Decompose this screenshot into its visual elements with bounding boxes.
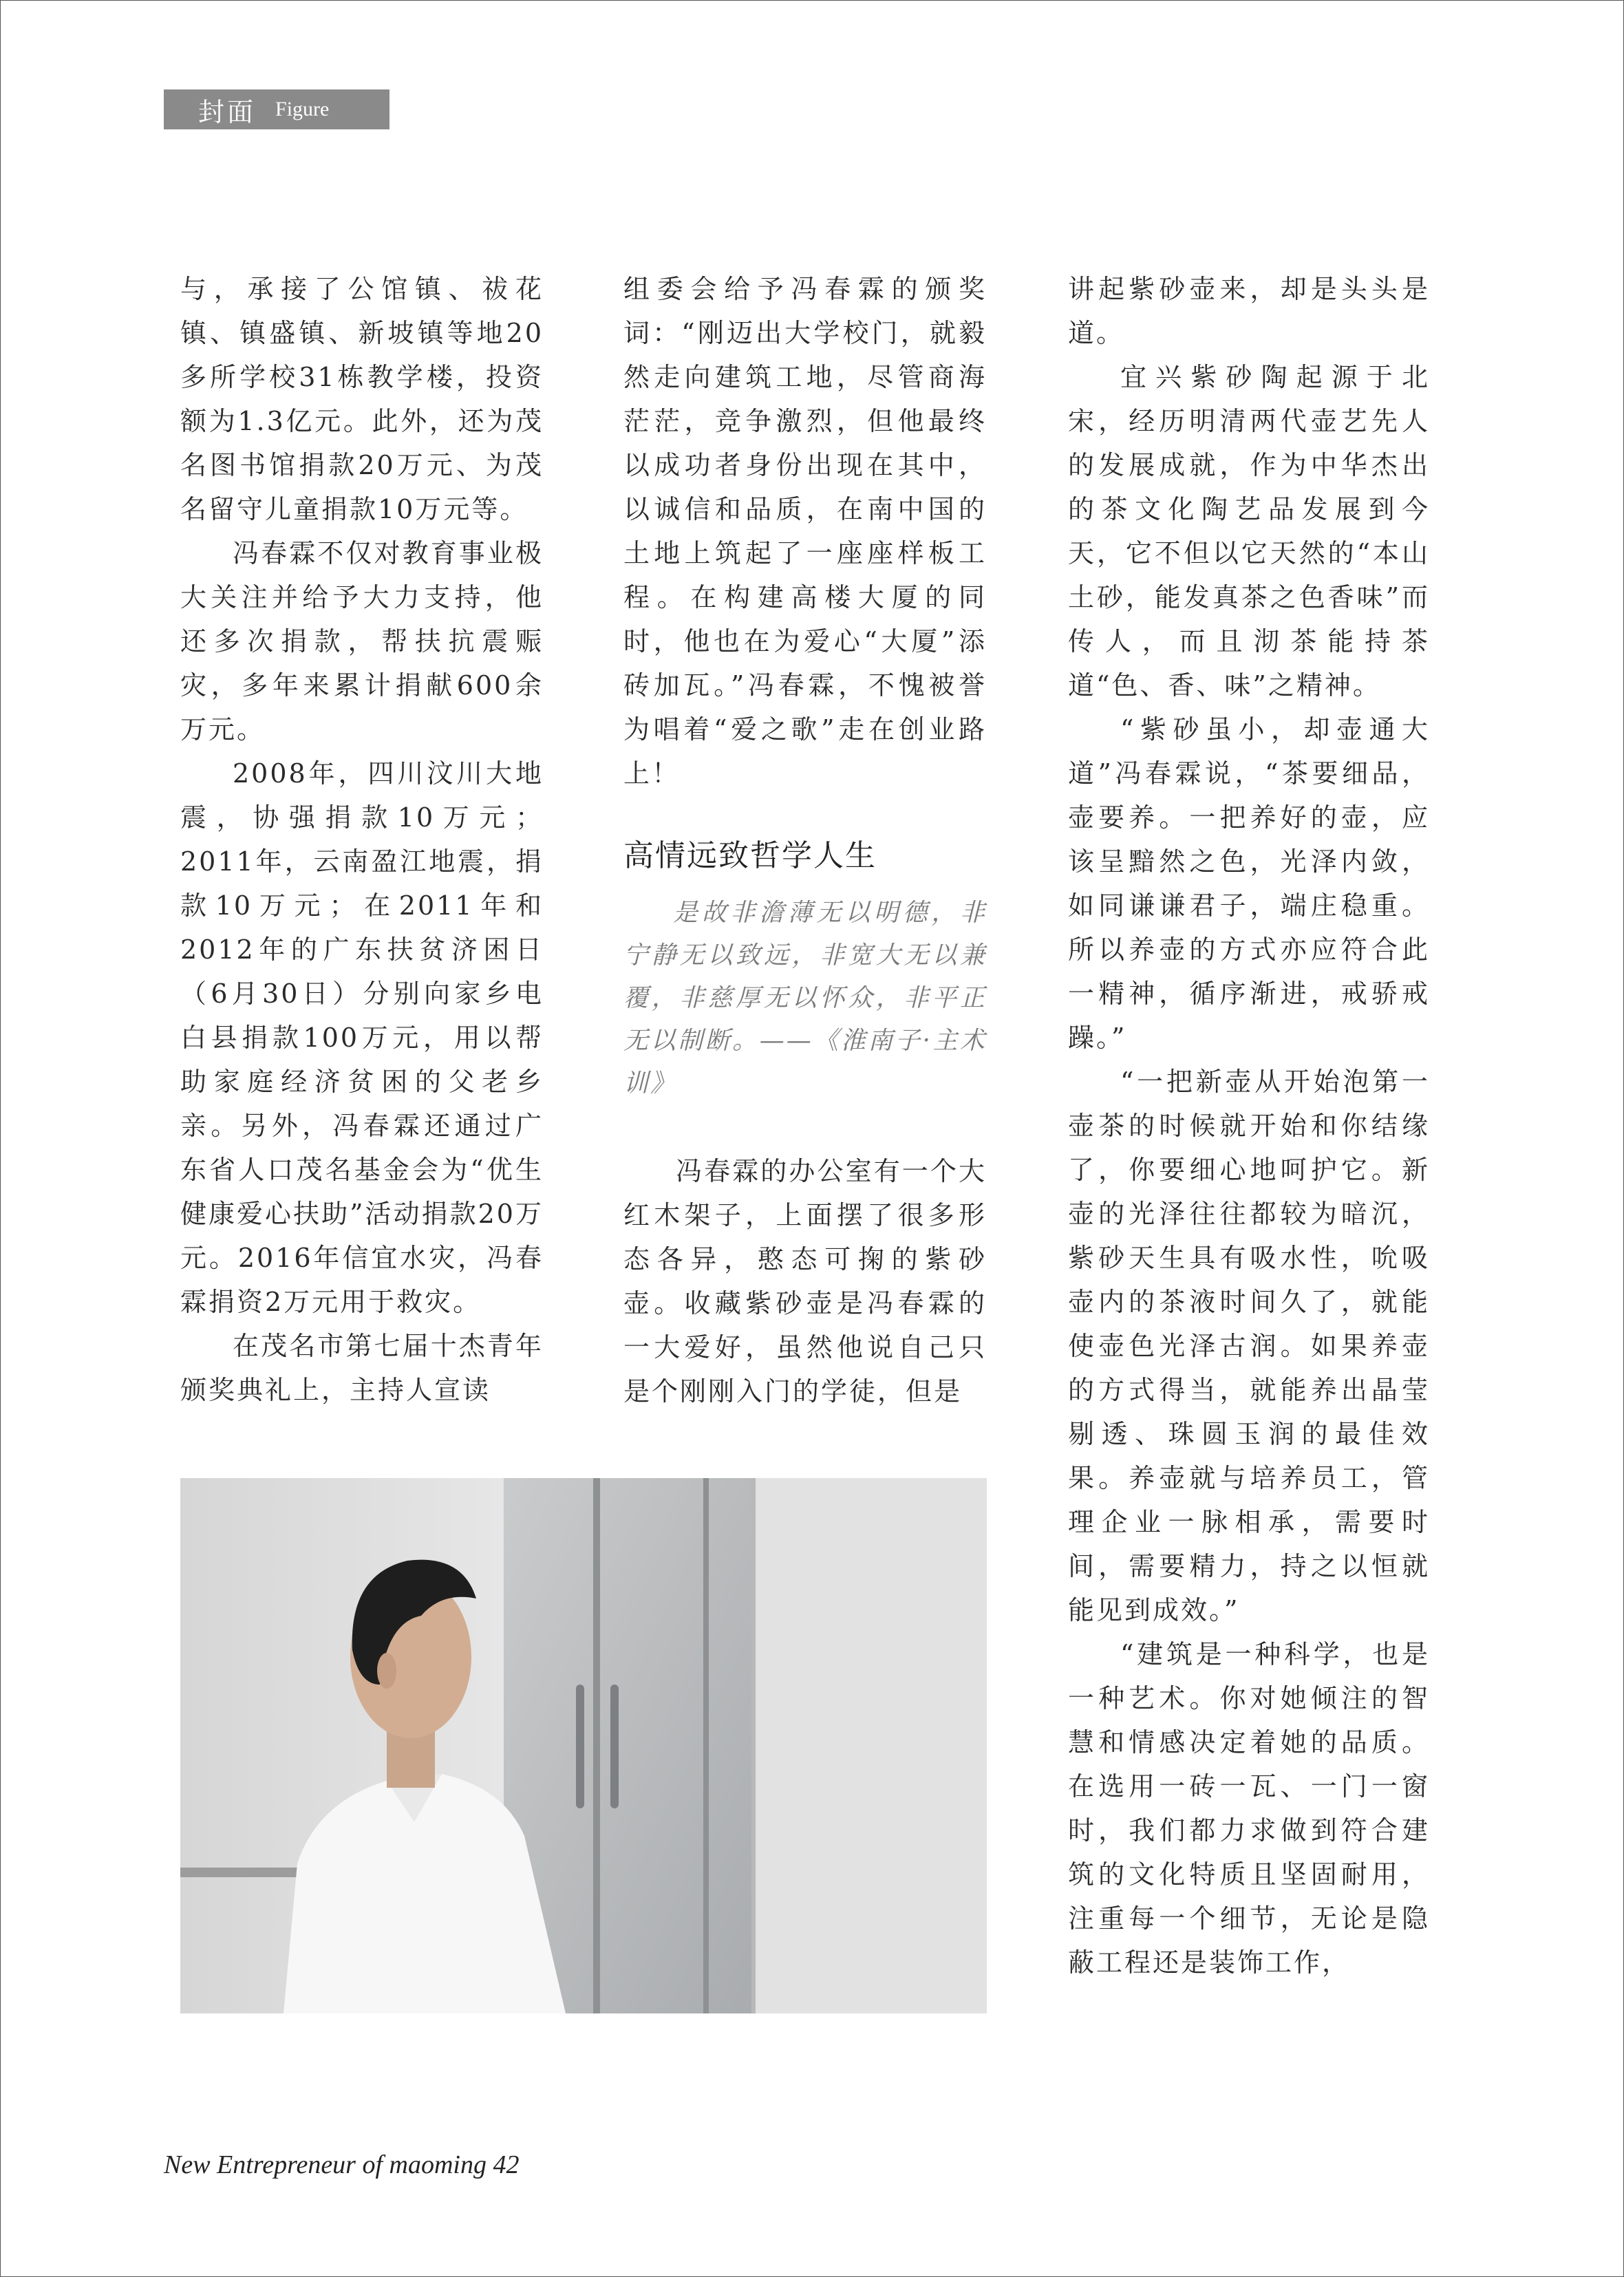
paragraph: “建筑是一种科学，也是一种艺术。你对她倾注的智慧和情感决定着她的品质。在选用一砖一瓦、一门一窗时，我们都力求做到符合建筑的文化特质且坚固耐用，注重每一个细节，无论是隐蔽工程还是装饰工作， [1068, 1639, 1430, 1978]
section-tag [164, 89, 389, 129]
article-column-1 [180, 267, 544, 1412]
epigraph-quote: 是故非澹薄无以明德，非宁静无以致远，非宽大无以兼覆，非慈厚无以怀众，非平正无以制断。——《淮南子·主术训》 [623, 899, 987, 1098]
paragraph: “紫砂虽小，却壶通大道”冯春霖说，“茶要细品，壶要养。一把养好的壶，应该呈黯然之色，光泽内敛，如同谦谦君子，端庄稳重。所以养壶的方式亦应符合此一精神，循序渐进，戒骄戒躁。” [1068, 714, 1430, 1053]
section-tag-cn: 封面 [198, 96, 257, 127]
page-footer: New Entrepreneur of maoming 42 [164, 2150, 520, 2179]
paragraph: 2008年，四川汶川大地震，协强捐款10万元；2011年，云南盈江地震，捐款10万元；在2011年和2012年的广东扶贫济困日（6月30日）分别向家乡电白县捐款100万元，用以帮助家庭经济贫困的父老乡亲。另外，冯春霖还通过广东省人口茂名基金会为“优生健康爱心扶助”活动捐款20万元。2016年信宜水灾，冯春霖捐资2万元用于救灾。 [180, 758, 544, 1317]
section-subheading: 高情远致哲学人生 [623, 838, 877, 873]
paragraph: 与，承接了公馆镇、祓花镇、镇盛镇、新坡镇等地20多所学校31栋教学楼，投资额为1.3亿元。此外，还为茂名图书馆捐款20万元、为茂名留守儿童捐款10万元等。 [180, 274, 544, 524]
paragraph: 组委会给予冯春霖的颁奖词：“刚迈出大学校门，就毅然走向建筑工地，尽管商海茫茫，竞争激烈，但他最终以成功者身份出现在其中，以诚信和品质，在南中国的土地上筑起了一座座样板工程。在构建高楼大厦的同时，他也在为爱心“大厦”添砖加瓦。”冯春霖，不愧被誉为唱着“爱之歌”走在创业路上！ [623, 274, 987, 789]
paragraph: 冯春霖不仅对教育事业极大关注并给予大力支持，他还多次捐款，帮扶抗震赈灾，多年来累计捐献600余万元。 [180, 538, 544, 745]
paragraph: 冯春霖的办公室有一个大红木架子，上面摆了很多形态各异，憨态可掬的紫砂壶。收藏紫砂壶是冯春霖的一大爱好，虽然他说自己只是个刚刚入门的学徒，但是 [623, 1156, 987, 1407]
paragraph: 在茂名市第七届十杰青年颁奖典礼上，主持人宣读 [180, 1331, 544, 1405]
paragraph: 讲起紫砂壶来，却是头头是道。 [1068, 274, 1430, 348]
portrait-photo [180, 1478, 987, 2013]
section-tag-en: Figure [275, 98, 330, 120]
paragraph: “一把新壶从开始泡第一壶茶的时候就开始和你结缘了，你要细心地呵护它。新壶的光泽往往都较为暗沉，紫砂天生具有吸水性，吮吸壶内的茶液时间久了，就能使壶色光泽古润。如果养壶的方式得当，就能养出晶莹剔透、珠圆玉润的最佳效果。养壶就与培养员工，管理企业一脉相承，需要时间，需要精力，持之以恒就能见到成效。” [1068, 1067, 1430, 1625]
article-column-2 [623, 267, 987, 1413]
paragraph: 宜兴紫砂陶起源于北宋，经历明清两代壶艺先人的发展成就，作为中华杰出的茶文化陶艺品发展到今天，它不但以它天然的“本山土砂，能发真茶之色香味”而传人，而且沏茶能持茶道“色、香、味”之精神。 [1068, 362, 1430, 701]
article-column-3 [1068, 267, 1430, 1985]
